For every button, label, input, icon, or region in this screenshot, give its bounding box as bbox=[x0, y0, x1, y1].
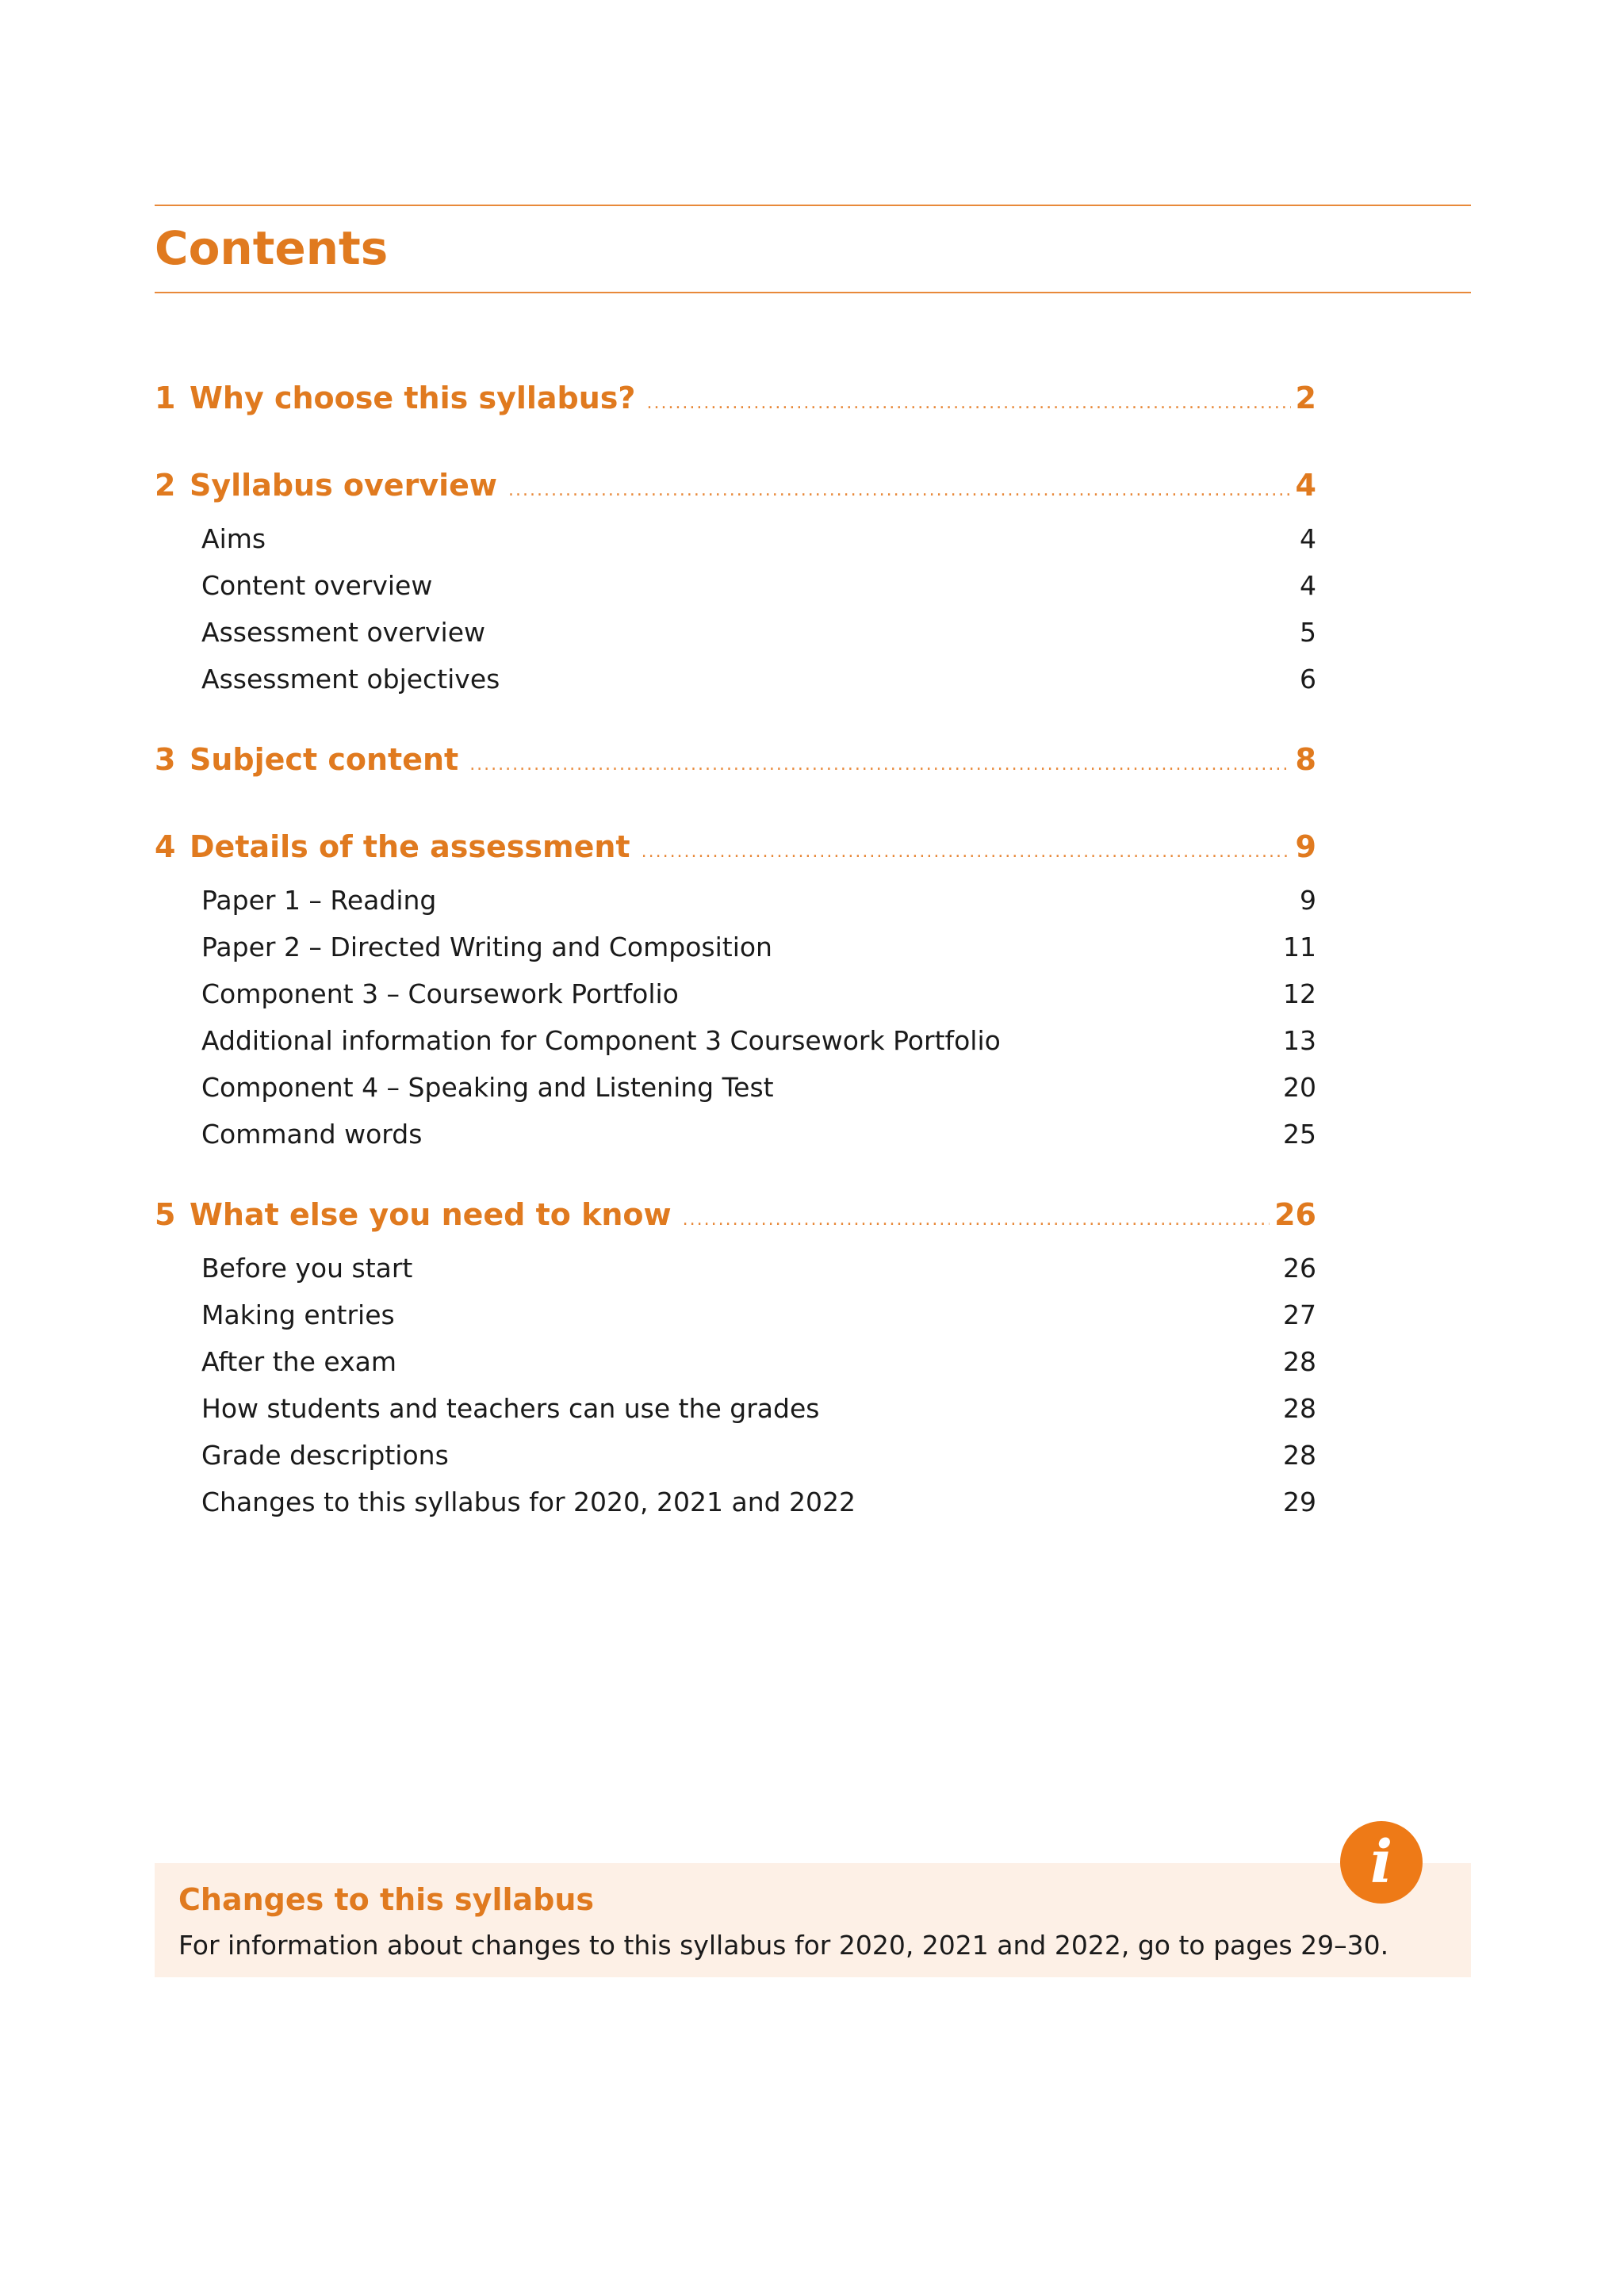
toc-item[interactable] bbox=[155, 1393, 1316, 1440]
toc-item-label: Before you start bbox=[201, 1253, 413, 1284]
toc-item-page: 27 bbox=[1283, 1299, 1316, 1330]
table-of-contents bbox=[155, 381, 1316, 1565]
toc-section-1 bbox=[155, 381, 1316, 436]
toc-section-link-2[interactable] bbox=[155, 468, 1316, 523]
toc-section-4 bbox=[155, 829, 1316, 1165]
title-bottom-rule bbox=[155, 292, 1471, 293]
toc-section-2 bbox=[155, 468, 1316, 710]
toc-section-link-1[interactable] bbox=[155, 381, 1316, 436]
section-title: Details of the assessment bbox=[190, 829, 630, 864]
info-icon: i bbox=[1340, 1821, 1423, 1904]
section-number: 1 bbox=[155, 381, 176, 415]
toc-item[interactable] bbox=[155, 978, 1316, 1025]
toc-item-label: Paper 2 – Directed Writing and Composition bbox=[201, 932, 772, 962]
toc-item-page: 28 bbox=[1283, 1393, 1316, 1424]
info-box-title: Changes to this syllabus bbox=[178, 1882, 595, 1917]
toc-section-link-5[interactable] bbox=[155, 1197, 1316, 1253]
toc-item-label: Component 4 – Speaking and Listening Test bbox=[201, 1072, 774, 1103]
toc-item-page: 12 bbox=[1283, 978, 1316, 1009]
dot-leader bbox=[469, 755, 1290, 775]
toc-item[interactable] bbox=[155, 1253, 1316, 1299]
toc-item-page: 28 bbox=[1283, 1346, 1316, 1377]
toc-item-label: Grade descriptions bbox=[201, 1440, 449, 1471]
toc-item-label: Making entries bbox=[201, 1299, 395, 1330]
toc-item[interactable] bbox=[155, 664, 1316, 710]
toc-item-label: Paper 1 – Reading bbox=[201, 885, 437, 916]
dot-leader bbox=[683, 1210, 1270, 1230]
toc-section-3 bbox=[155, 742, 1316, 798]
toc-item-label: Command words bbox=[201, 1119, 423, 1150]
section-number: 5 bbox=[155, 1197, 176, 1232]
section-title: What else you need to know bbox=[190, 1197, 672, 1232]
toc-item-page: 25 bbox=[1283, 1119, 1316, 1150]
toc-item-page: 20 bbox=[1283, 1072, 1316, 1103]
toc-item-label: How students and teachers can use the grades bbox=[201, 1393, 820, 1424]
toc-item-label: Assessment objectives bbox=[201, 664, 500, 695]
toc-item[interactable] bbox=[155, 570, 1316, 617]
toc-item-label: Component 3 – Coursework Portfolio bbox=[201, 978, 679, 1009]
section-page-number: 9 bbox=[1295, 829, 1316, 864]
section-page-number: 8 bbox=[1295, 742, 1316, 777]
page-title: Contents bbox=[155, 221, 389, 275]
toc-item-label: Additional information for Component 3 Coursework Portfolio bbox=[201, 1025, 1001, 1056]
toc-item-page: 4 bbox=[1300, 523, 1316, 554]
info-box-text: For information about changes to this syllabus for 2020, 2021 and 2022, go to pages 29–30. bbox=[178, 1930, 1389, 1961]
toc-section-link-4[interactable] bbox=[155, 829, 1316, 885]
toc-item-page: 5 bbox=[1300, 617, 1316, 648]
toc-item[interactable] bbox=[155, 932, 1316, 978]
changes-info-box bbox=[155, 1863, 1471, 1977]
section-title: Subject content bbox=[190, 742, 459, 777]
toc-section-5 bbox=[155, 1197, 1316, 1533]
section-page-number: 2 bbox=[1295, 381, 1316, 415]
section-page-number: 4 bbox=[1295, 468, 1316, 503]
top-rule bbox=[155, 205, 1471, 206]
toc-item[interactable] bbox=[155, 1072, 1316, 1119]
toc-item-label: Content overview bbox=[201, 570, 433, 601]
toc-item-label: Aims bbox=[201, 523, 266, 554]
toc-item[interactable] bbox=[155, 1346, 1316, 1393]
toc-item[interactable] bbox=[155, 617, 1316, 664]
dot-leader bbox=[646, 393, 1290, 413]
section-title: Syllabus overview bbox=[190, 468, 497, 503]
dot-leader bbox=[508, 480, 1291, 500]
toc-item-label: Changes to this syllabus for 2020, 2021 and 2022 bbox=[201, 1487, 856, 1517]
toc-item[interactable] bbox=[155, 1440, 1316, 1487]
dot-leader bbox=[642, 842, 1291, 862]
toc-item-page: 11 bbox=[1283, 932, 1316, 962]
toc-item[interactable] bbox=[155, 1025, 1316, 1072]
section-number: 3 bbox=[155, 742, 176, 777]
toc-item-label: Assessment overview bbox=[201, 617, 486, 648]
section-title: Why choose this syllabus? bbox=[190, 381, 636, 415]
toc-item[interactable] bbox=[155, 523, 1316, 570]
toc-item-page: 4 bbox=[1300, 570, 1316, 601]
toc-item[interactable] bbox=[155, 885, 1316, 932]
toc-section-link-3[interactable] bbox=[155, 742, 1316, 798]
toc-item-page: 26 bbox=[1283, 1253, 1316, 1284]
toc-item-page: 29 bbox=[1283, 1487, 1316, 1517]
toc-item-label: After the exam bbox=[201, 1346, 397, 1377]
toc-item-page: 6 bbox=[1300, 664, 1316, 695]
section-number: 4 bbox=[155, 829, 176, 864]
toc-item[interactable] bbox=[155, 1487, 1316, 1533]
toc-item-page: 9 bbox=[1300, 885, 1316, 916]
toc-item[interactable] bbox=[155, 1119, 1316, 1165]
toc-item-page: 28 bbox=[1283, 1440, 1316, 1471]
section-number: 2 bbox=[155, 468, 176, 503]
toc-item[interactable] bbox=[155, 1299, 1316, 1346]
toc-item-page: 13 bbox=[1283, 1025, 1316, 1056]
section-page-number: 26 bbox=[1274, 1197, 1316, 1232]
